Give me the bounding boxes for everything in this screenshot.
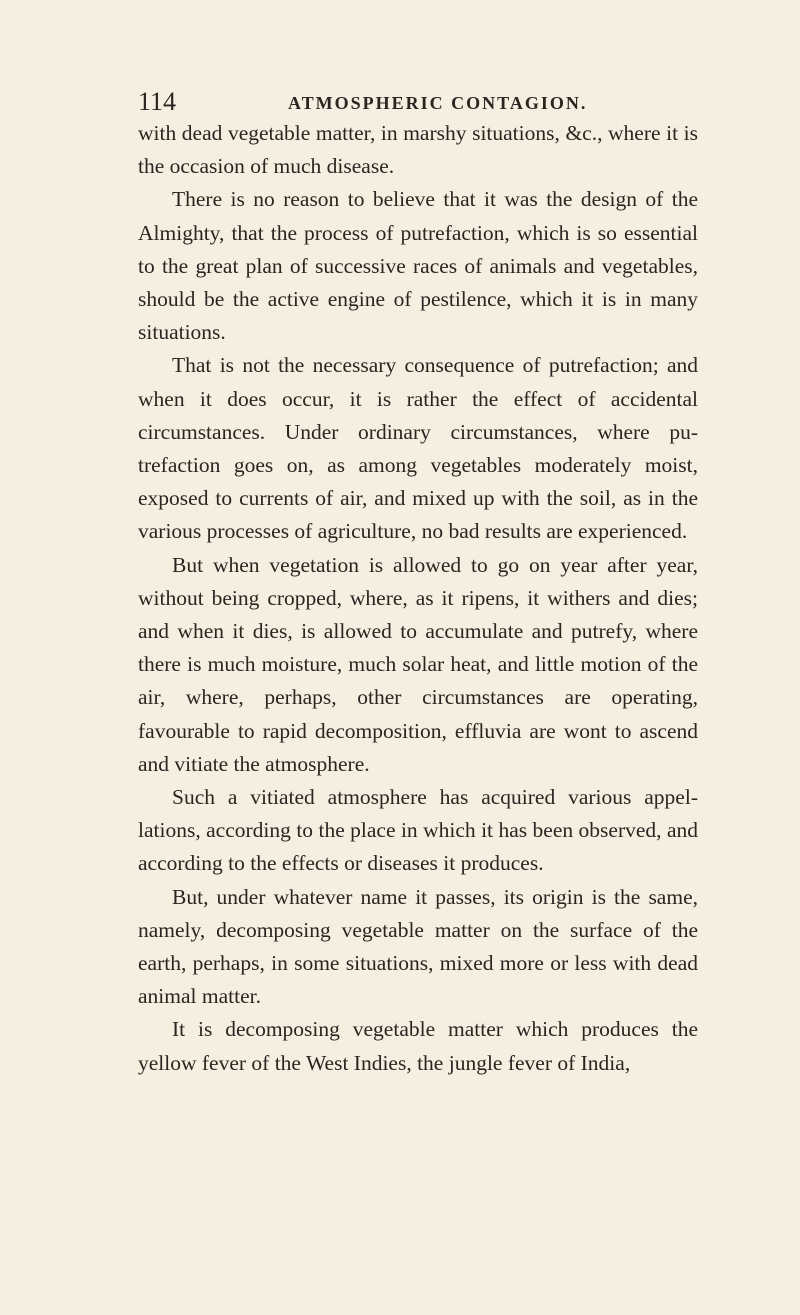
- running-title: ATMOSPHERIC CONTAGION.: [288, 93, 588, 113]
- page-number: 114: [138, 87, 177, 116]
- running-head: [138, 84, 698, 120]
- paragraph: Such a vitiated atmosphere has acquired various appellations, according to the place in which it has been observed, and according to the effects or diseases it produces.: [138, 785, 698, 876]
- paragraph: It is decomposing vegetable matter which produces the yellow fever of the West Indies, the jungle fever of India,: [138, 1017, 698, 1075]
- body-text: [138, 117, 698, 1080]
- paragraph-continuation: with dead vegetable matter, in marshy situations, &c., where it is the occasion of much disease.: [138, 121, 698, 179]
- paragraph: There is no reason to believe that it was the design of the Almighty, that the process of putrefaction, which is so essential to the great plan of successive races of animals and vegetables, should be the active engine of pestilence, which it is in many situations.: [138, 187, 698, 345]
- paragraph: But, under whatever name it passes, its origin is the same, namely, decomposing vegetable matter on the surface of the earth, perhaps, in some situations, mixed more or less with dead animal matter.: [138, 884, 698, 1009]
- paragraph: That is not the necessary consequence of putrefaction; and when it does occur, it is rather the effect of accidental circumstances. Under ordinary circumstances, where putrefaction goes on, as among vegetables moderately moist, exposed to currents of air, and mixed up with the soil, as in the various processes of agriculture, no bad results are experienced.: [138, 353, 698, 544]
- paragraph: But when vegetation is allowed to go on year after year, without being cropped, where, as it ripens, it withers and dies; and when it dies, is allowed to accumulate and putrefy, where there is much moisture, much solar heat, and little motion of the air, where, perhaps, other circumstances are operating, favourable to rapid decomposition, effluvia are wont to ascend and vitiate the atmosphere.: [138, 552, 698, 776]
